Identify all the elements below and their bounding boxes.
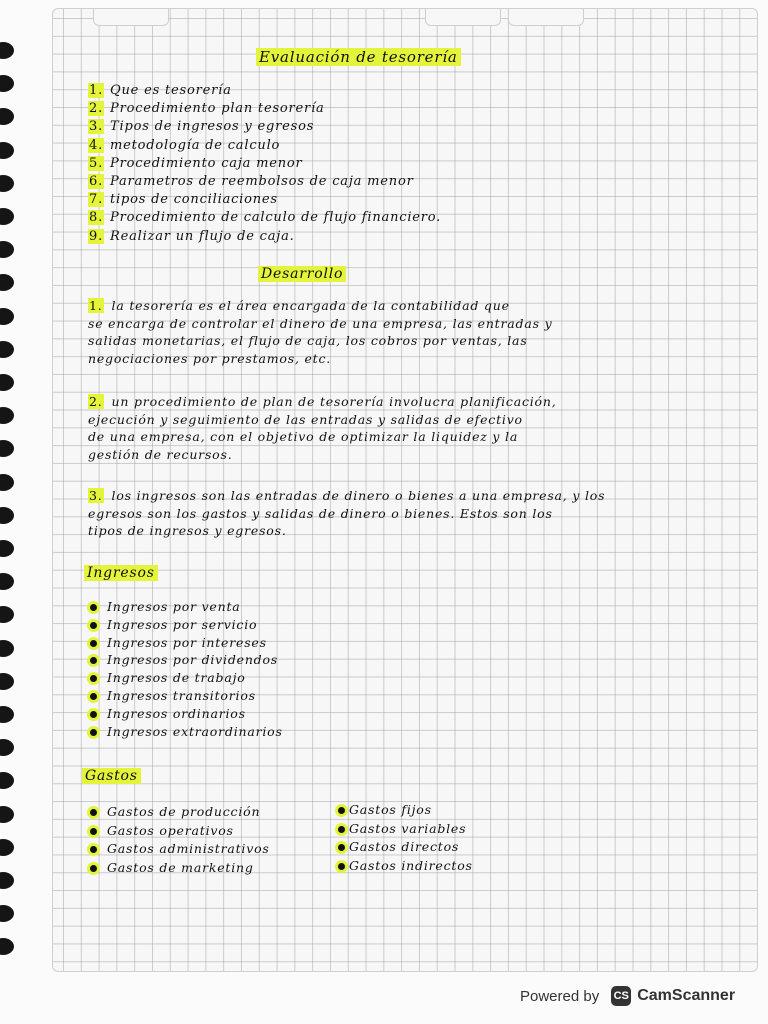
paragraph-line (88, 429, 518, 444)
paragraph-text: de una empresa, con el objetivo de optimizar la liquidez y la (88, 429, 519, 444)
binder-ring (0, 507, 14, 524)
binder-ring (0, 474, 14, 491)
index-number: 3. (89, 119, 104, 135)
ingreso-text: Ingresos por servicio (107, 616, 258, 632)
gasto-item (90, 823, 234, 838)
ingreso-text: Ingresos por intereses (107, 634, 267, 650)
sheet-tab (93, 9, 169, 26)
gasto-text: Gastos directos (349, 839, 460, 854)
index-text: Realizar un flujo de caja. (110, 228, 295, 244)
binder-ring (0, 440, 14, 457)
paragraph-line (88, 412, 523, 427)
paragraph-number: 2. (89, 394, 103, 409)
index-item (88, 83, 232, 98)
ingreso-item (90, 599, 241, 614)
ingreso-text: Ingresos por venta (107, 599, 241, 614)
index-number: 4. (89, 137, 104, 153)
paragraph-text: salidas monetarias, el flujo de caja, los cobros por ventas, las (88, 333, 528, 348)
bullet-icon (90, 640, 97, 647)
binder-ring (0, 274, 14, 291)
bullet-icon (338, 826, 345, 833)
index-text: Parametros de reembolsos de caja menor (110, 174, 414, 189)
index-text: Tipos de ingresos y egresos (110, 119, 315, 135)
paragraph-line (88, 298, 510, 313)
bullet-icon (90, 657, 97, 664)
index-item (88, 229, 295, 244)
index-number: 9. (89, 228, 104, 244)
gasto-item (338, 858, 473, 873)
index-item (88, 174, 414, 189)
bullet-icon (90, 865, 97, 872)
binder-ring (0, 772, 14, 789)
paragraph-text: un procedimiento de plan de tesorería involucra planificación, (111, 394, 557, 409)
gasto-item (338, 802, 432, 817)
gasto-item (90, 841, 270, 856)
paragraph-line (88, 316, 552, 331)
paragraph-text: ejecución y seguimiento de las entradas y salidas de efectivo (88, 411, 523, 427)
gasto-text: Gastos indirectos (349, 857, 473, 873)
camscanner-footer (520, 986, 735, 1006)
index-number: 2. (89, 101, 104, 117)
binder-ring (0, 540, 14, 557)
ingreso-text: Ingresos transitorios (107, 688, 256, 703)
ingresos-heading: Ingresos (84, 565, 158, 581)
binder-ring (0, 938, 14, 955)
ingreso-item (90, 688, 256, 703)
bullet-icon (90, 693, 97, 700)
paragraph-line (88, 506, 553, 521)
binder-ring (0, 806, 14, 823)
paragraph-line (88, 488, 605, 503)
bullet-icon (90, 675, 97, 682)
index-item (88, 156, 303, 171)
binder-ring (0, 175, 14, 192)
binder-ring (0, 241, 14, 258)
binder-ring (0, 839, 14, 856)
sheet-tab (425, 9, 501, 26)
ingreso-text: Ingresos extraordinarios (107, 723, 283, 739)
ingreso-item (90, 724, 283, 739)
binder-ring (0, 606, 14, 623)
bullet-icon (90, 846, 97, 853)
gasto-text: Gastos administrativos (107, 841, 270, 856)
binder-ring (0, 42, 14, 59)
gasto-item (338, 821, 466, 836)
index-number: 5. (89, 155, 104, 171)
index-text: Procedimiento de calculo de flujo financiero. (110, 210, 442, 226)
index-text: Procedimiento caja menor (110, 155, 303, 171)
development-heading: Desarrollo (258, 266, 346, 282)
bullet-icon (90, 622, 97, 629)
index-item (88, 192, 278, 207)
binder-ring (0, 308, 14, 325)
paragraph-text: gestión de recursos. (88, 446, 233, 462)
ingreso-item (90, 652, 278, 667)
paragraph-text: tipos de ingresos y egresos. (88, 523, 287, 538)
binder-ring (0, 872, 14, 889)
index-number: 6. (89, 174, 104, 189)
binder-ring (0, 108, 14, 125)
binder-ring (0, 75, 14, 92)
index-text: tipos de conciliaciones (110, 192, 278, 208)
index-text: Que es tesorería (110, 83, 232, 98)
camscanner-brand: CamScanner (637, 987, 736, 1004)
gasto-text: Gastos de producción (107, 804, 261, 819)
gasto-text: Gastos operativos (107, 822, 234, 838)
index-number: 8. (89, 210, 104, 226)
index-number: 7. (89, 192, 104, 208)
camscanner-logo-icon: CS (611, 986, 631, 1006)
gasto-text: Gastos variables (349, 820, 467, 836)
gasto-item (338, 839, 459, 854)
paragraph-number: 1. (89, 298, 103, 313)
binder-ring (0, 374, 14, 391)
bullet-icon (338, 807, 345, 814)
binder-ring (0, 208, 14, 225)
index-number: 1. (89, 83, 104, 98)
gastos-heading: Gastos (82, 768, 141, 784)
paragraph-line (88, 333, 528, 348)
index-text: Procedimiento plan tesorería (110, 101, 325, 117)
notebook-rings (0, 0, 40, 1000)
paragraph-line (88, 394, 557, 409)
paragraph-text: egresos son los gastos y salidas de dinero o bienes. Estos son los (88, 505, 553, 521)
index-item (88, 138, 280, 153)
gasto-item (90, 804, 260, 819)
ingreso-item (90, 635, 267, 650)
paragraph-text: negociaciones por prestamos, etc. (88, 350, 332, 366)
bullet-icon (90, 828, 97, 835)
binder-ring (0, 573, 14, 590)
ingreso-item (90, 706, 246, 721)
ingreso-item (90, 670, 246, 685)
paragraph-number: 3. (89, 488, 103, 503)
paragraph-text: los ingresos son las entradas de dinero o bienes a una empresa, y los (111, 488, 606, 503)
bullet-icon (338, 844, 345, 851)
paragraph-line (88, 523, 287, 538)
bullet-icon (90, 604, 97, 611)
bullet-icon (90, 809, 97, 816)
binder-ring (0, 706, 14, 723)
gasto-text: Gastos fijos (349, 802, 432, 817)
ingreso-item (90, 617, 257, 632)
paragraph-line (88, 351, 331, 366)
index-item (88, 210, 441, 225)
ingreso-text: Ingresos por dividendos (107, 652, 279, 668)
index-item (88, 101, 325, 116)
bullet-icon (338, 863, 345, 870)
ingreso-text: Ingresos ordinarios (107, 705, 246, 721)
page-title: Evaluación de tesorería (256, 48, 461, 66)
binder-ring (0, 341, 14, 358)
binder-ring (0, 407, 14, 424)
paragraph-line (88, 447, 233, 462)
index-item (88, 119, 314, 134)
binder-ring (0, 739, 14, 756)
bullet-icon (90, 711, 97, 718)
binder-ring (0, 142, 14, 159)
paragraph-text: se encarga de controlar el dinero de una empresa, las entradas y (88, 315, 553, 331)
binder-ring (0, 905, 14, 922)
binder-ring (0, 673, 14, 690)
gasto-text: Gastos de marketing (107, 859, 254, 875)
binder-ring (0, 640, 14, 657)
gasto-item (90, 860, 254, 875)
ingreso-text: Ingresos de trabajo (107, 670, 246, 686)
powered-by-text: Powered by (520, 987, 600, 1005)
bullet-icon (90, 729, 97, 736)
index-text: metodología de calculo (110, 137, 281, 153)
sheet-tab (508, 9, 584, 26)
paragraph-text: la tesorería es el área encargada de la contabilidad que (111, 298, 510, 313)
